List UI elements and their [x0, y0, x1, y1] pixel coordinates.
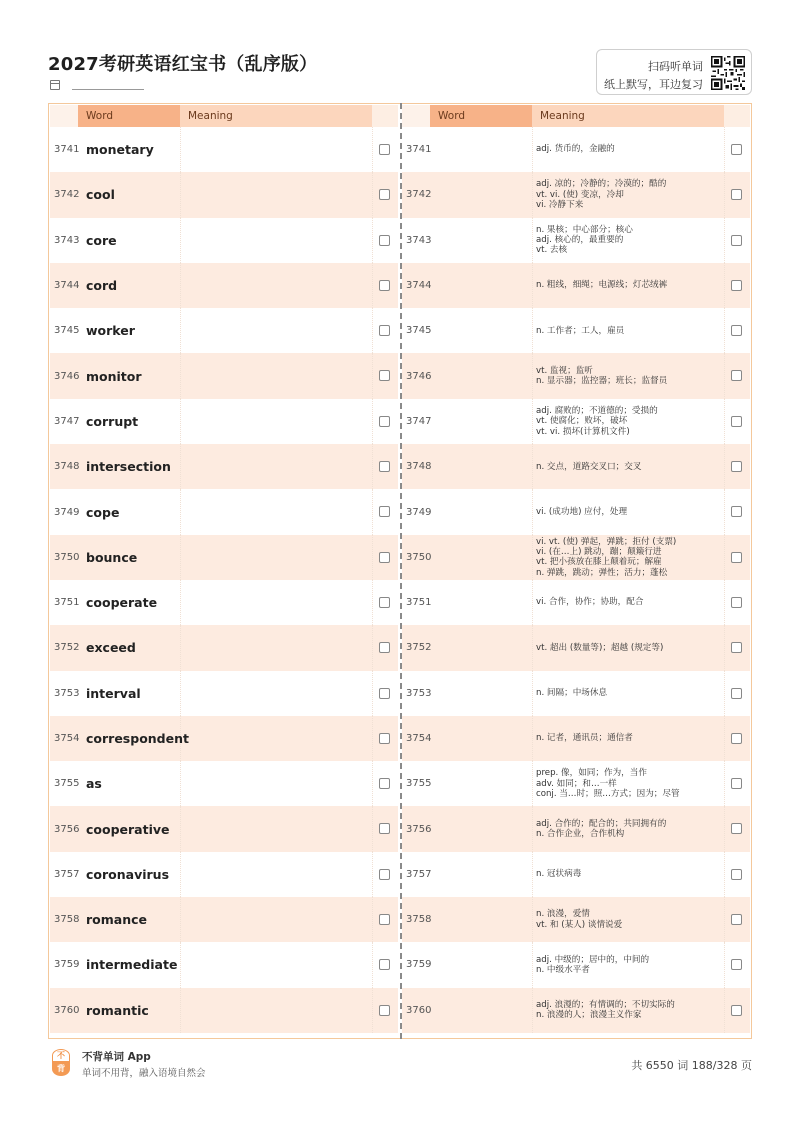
word-number: 3741 [406, 144, 432, 156]
table-row [402, 988, 750, 1033]
cell-separator [532, 218, 533, 263]
table-row [402, 761, 750, 806]
table-row [402, 580, 750, 625]
cell-separator [724, 263, 725, 308]
vocab-meaning: vi. (成功地) 应付，处理 [536, 506, 628, 517]
qr-code-icon[interactable] [711, 56, 745, 90]
cell-separator [372, 580, 373, 625]
word-number: 3753 [54, 687, 80, 699]
cell-separator [724, 897, 725, 942]
vocab-word: cooperative [86, 821, 170, 837]
vocab-meaning: adj. 合作的；配合的；共同拥有的 n. 合作企业，合作机构 [536, 818, 667, 840]
table-row [402, 625, 750, 670]
vocab-word: intersection [86, 459, 171, 475]
cell-separator [532, 852, 533, 897]
cell-separator [532, 308, 533, 353]
memorized-checkbox[interactable] [379, 1005, 390, 1016]
word-column-header: Word [430, 105, 532, 127]
vocab-word: exceed [86, 640, 136, 656]
vocab-meaning: n. 记者，通讯员；通信者 [536, 733, 633, 744]
vocab-word: intermediate [86, 957, 178, 973]
cell-separator [724, 852, 725, 897]
cell-separator [724, 444, 725, 489]
table-row [402, 308, 750, 353]
cell-separator [724, 625, 725, 670]
cell-separator [180, 535, 181, 580]
table-row [402, 535, 750, 580]
memorized-checkbox[interactable] [379, 144, 390, 155]
cell-separator [532, 761, 533, 806]
num-header-cell [402, 105, 430, 127]
cell-separator [532, 625, 533, 670]
check-header-cell [724, 105, 750, 127]
word-number: 3744 [406, 280, 432, 292]
table-row [50, 852, 398, 897]
word-number: 3744 [54, 280, 80, 292]
table-header [402, 105, 750, 127]
table-row [50, 444, 398, 489]
vocab-meaning: n. 浪漫，爱情 vt. 和 (某人) 谈情说爱 [536, 909, 623, 930]
vocab-word: core [86, 232, 117, 248]
word-number: 3756 [54, 823, 80, 835]
cell-separator [532, 172, 533, 217]
cell-separator [724, 172, 725, 217]
vocab-word: as [86, 776, 102, 792]
vocab-meaning: vt. 监视；监听 n. 显示器；监控器；班长；监督员 [536, 365, 668, 387]
word-number: 3754 [54, 733, 80, 744]
vocab-meaning: vi. vt. (使) 弹起，弹跳；拒付 (支票) vi. (在…上) 跳动，蹦；颠簸行进 vt. 把小孩放在膝上颠着玩；解雇 n. 弹跳，跳动；弹性；活力；蓬松 [536, 536, 677, 578]
word-number: 3756 [406, 823, 432, 835]
cell-separator [372, 535, 373, 580]
memorized-checkbox[interactable] [731, 597, 742, 608]
word-number: 3746 [54, 370, 80, 382]
memorized-checkbox[interactable] [379, 461, 390, 472]
cell-separator [180, 218, 181, 263]
table-row [402, 127, 750, 172]
cell-separator [724, 716, 725, 761]
memorized-checkbox[interactable] [731, 959, 742, 970]
table-row [50, 353, 398, 398]
cell-separator [724, 671, 725, 716]
cell-separator [724, 806, 725, 851]
cell-separator [724, 761, 725, 806]
word-number: 3743 [54, 234, 80, 246]
date-blank-line [72, 80, 144, 90]
memorized-checkbox[interactable] [379, 235, 390, 246]
word-number: 3751 [406, 597, 432, 609]
table-row [402, 263, 750, 308]
word-number: 3742 [54, 189, 80, 201]
table-row [402, 399, 750, 444]
memorized-checkbox[interactable] [731, 144, 742, 155]
word-number: 3743 [406, 234, 432, 246]
vocab-meaning: n. 间隔；中场休息 [536, 688, 608, 698]
logo-top-glyph: 不 [52, 1049, 70, 1062]
cell-separator [180, 988, 181, 1033]
vocab-meaning: adj. 浪漫的；有情调的；不切实际的 n. 浪漫的人；浪漫主义作家 [536, 999, 675, 1021]
vocab-meaning: n. 果核；中心部分；核心 adj. 核心的，最重要的 vt. 去核 [536, 224, 633, 256]
vocab-meaning: n. 交点，道路交叉口；交叉 [536, 461, 642, 472]
word-number: 3748 [54, 461, 80, 473]
cell-separator [372, 671, 373, 716]
word-number: 3750 [406, 551, 432, 563]
cell-separator [532, 897, 533, 942]
meaning-column-header: Meaning [180, 105, 372, 127]
cell-separator [372, 489, 373, 534]
table-row [50, 308, 398, 353]
app-logo [52, 1049, 72, 1077]
vocab-meaning: adj. 货币的，金融的 [536, 144, 615, 155]
word-number: 3755 [406, 778, 432, 790]
table-row [402, 806, 750, 851]
table-row [50, 218, 398, 263]
cell-separator [724, 308, 725, 353]
table-row [50, 942, 398, 987]
cell-separator [180, 671, 181, 716]
word-number: 3760 [406, 1004, 432, 1016]
word-number: 3752 [54, 642, 80, 654]
word-number: 3748 [406, 461, 432, 473]
vocab-meaning: adj. 腐败的；不道德的；受损的 vt. 使腐化；败坏，破坏 vt. vi. 损坏(计算机文件) [536, 405, 658, 437]
num-header-cell [50, 105, 78, 127]
qr-promo-box[interactable] [596, 49, 752, 95]
word-number: 3753 [406, 687, 432, 699]
vocab-meaning: adj. 凉的；冷静的；冷漠的；酷的 vt. vi. (使) 变凉，冷却 vi. 冷静下来 [536, 179, 667, 211]
word-column-header: Word [78, 105, 180, 127]
cell-separator [180, 399, 181, 444]
word-number: 3745 [54, 325, 80, 337]
word-rows [50, 127, 398, 1033]
cell-separator [532, 127, 533, 172]
memorized-checkbox[interactable] [379, 914, 390, 925]
vocab-meaning: prep. 像，如同；作为，当作 adv. 如同；和…一样 conj. 当…时；照…方式；因为；尽管 [536, 768, 680, 799]
word-number: 3745 [406, 325, 432, 337]
table-header [50, 105, 398, 127]
memorized-checkbox[interactable] [731, 416, 742, 427]
memorized-checkbox[interactable] [731, 189, 742, 200]
vocab-meaning: vi. 合作，协作；协助，配合 [536, 597, 644, 608]
meaning-rows [402, 127, 750, 1033]
table-row [402, 218, 750, 263]
cell-separator [372, 761, 373, 806]
cell-separator [180, 489, 181, 534]
vocab-word: worker [86, 323, 135, 339]
table-row [50, 988, 398, 1033]
word-number: 3750 [54, 551, 80, 563]
calendar-icon [50, 80, 60, 90]
word-number: 3755 [54, 778, 80, 790]
cell-separator [532, 671, 533, 716]
memorized-checkbox[interactable] [379, 869, 390, 880]
vocab-meaning: adj. 中级的；居中的，中间的 n. 中级水平者 [536, 954, 650, 975]
vocab-meaning: n. 冠状病毒 [536, 869, 582, 880]
word-number: 3759 [54, 959, 80, 971]
vocab-meaning: n. 工作者；工人，雇员 [536, 325, 625, 336]
word-number: 3757 [406, 868, 432, 880]
cell-separator [532, 806, 533, 851]
cell-separator [180, 172, 181, 217]
memorized-checkbox[interactable] [731, 506, 742, 517]
word-number: 3760 [54, 1004, 80, 1016]
cell-separator [532, 942, 533, 987]
vocab-word: correspondent [86, 731, 189, 746]
cell-separator [532, 489, 533, 534]
cell-separator [372, 399, 373, 444]
memorized-checkbox[interactable] [731, 778, 742, 789]
qr-promo-line1: 扫码听单词 [648, 60, 703, 73]
table-row [50, 625, 398, 670]
table-row [50, 535, 398, 580]
table-row [50, 806, 398, 851]
word-number: 3741 [54, 144, 80, 156]
table-row [402, 671, 750, 716]
qr-promo-line2: 纸上默写，耳边复习 [604, 78, 703, 91]
vocab-word: monetary [86, 142, 154, 158]
cell-separator [532, 353, 533, 398]
memorized-checkbox[interactable] [731, 642, 742, 653]
vocab-meaning: vt. 超出 (数量等)；超越 (规定等) [536, 642, 664, 653]
vocab-word: corrupt [86, 413, 139, 429]
cell-separator [724, 218, 725, 263]
word-number: 3742 [406, 189, 432, 201]
cell-separator [532, 580, 533, 625]
table-row [402, 852, 750, 897]
app-slogan: 单词不用背，融入语境自然会 [82, 1068, 206, 1079]
logo-bottom-glyph: 背 [52, 1062, 70, 1076]
cell-separator [724, 942, 725, 987]
cell-separator [724, 535, 725, 580]
vocab-meaning: n. 粗线，细绳；电源线；灯芯绒裤 [536, 280, 668, 291]
cell-separator [372, 218, 373, 263]
cell-separator [372, 625, 373, 670]
cell-separator [372, 716, 373, 761]
table-row [402, 942, 750, 987]
cell-separator [724, 127, 725, 172]
word-number: 3749 [54, 506, 80, 518]
cell-separator [372, 806, 373, 851]
vocab-word: bounce [86, 549, 138, 565]
table-row [50, 127, 398, 172]
cell-separator [724, 489, 725, 534]
vocab-word: romance [86, 912, 147, 928]
memorized-checkbox[interactable] [731, 280, 742, 291]
table-row [402, 353, 750, 398]
cell-separator [372, 988, 373, 1033]
cell-separator [180, 761, 181, 806]
word-number: 3747 [406, 415, 432, 427]
cell-separator [724, 580, 725, 625]
word-number: 3754 [406, 733, 432, 744]
cell-separator [532, 988, 533, 1033]
table-row [50, 263, 398, 308]
app-name: 不背单词 App [82, 1051, 151, 1063]
memorized-checkbox[interactable] [379, 733, 390, 744]
word-number: 3752 [406, 642, 432, 654]
memorized-checkbox[interactable] [731, 370, 742, 381]
memorized-checkbox[interactable] [379, 552, 390, 563]
memorized-checkbox[interactable] [379, 416, 390, 427]
memorized-checkbox[interactable] [379, 642, 390, 653]
table-row [50, 716, 398, 761]
cell-separator [724, 988, 725, 1033]
cell-separator [372, 852, 373, 897]
memorized-checkbox[interactable] [731, 688, 742, 699]
memorized-checkbox[interactable] [731, 1005, 742, 1016]
cell-separator [532, 716, 533, 761]
cell-separator [180, 127, 181, 172]
memorized-checkbox[interactable] [379, 280, 390, 291]
meaning-column-header: Meaning [532, 105, 724, 127]
word-number: 3759 [406, 959, 432, 971]
table-row [50, 897, 398, 942]
table-row [50, 172, 398, 217]
page-counter: 共 6550 词 188/328 页 [631, 1059, 752, 1072]
table-row [50, 489, 398, 534]
cell-separator [180, 806, 181, 851]
memorized-checkbox[interactable] [379, 370, 390, 381]
cell-separator [372, 263, 373, 308]
memorized-checkbox[interactable] [731, 552, 742, 563]
word-column-half [50, 105, 398, 1033]
memorized-checkbox[interactable] [379, 959, 390, 970]
cell-separator [724, 353, 725, 398]
cell-separator [724, 399, 725, 444]
memorized-checkbox[interactable] [731, 235, 742, 246]
vocab-word: romantic [86, 1002, 149, 1018]
word-number: 3749 [406, 506, 432, 518]
word-number: 3751 [54, 597, 80, 609]
cell-separator [372, 897, 373, 942]
table-row [50, 580, 398, 625]
cell-separator [532, 263, 533, 308]
cell-separator [372, 308, 373, 353]
table-row [402, 444, 750, 489]
memorized-checkbox[interactable] [379, 506, 390, 517]
word-number: 3758 [406, 914, 432, 926]
vocab-word: cool [86, 187, 115, 203]
table-row [402, 489, 750, 534]
check-header-cell [372, 105, 398, 127]
vocab-word: cope [86, 504, 120, 520]
cell-separator [372, 942, 373, 987]
vocab-word: cord [86, 278, 118, 294]
word-number: 3746 [406, 370, 432, 382]
memorized-checkbox[interactable] [731, 823, 742, 834]
vocab-word: coronavirus [86, 866, 170, 882]
memorized-checkbox[interactable] [379, 597, 390, 608]
word-number: 3758 [54, 914, 80, 926]
cell-separator [180, 263, 181, 308]
cell-separator [532, 444, 533, 489]
date-field [50, 80, 144, 90]
cell-separator [372, 127, 373, 172]
cell-separator [372, 172, 373, 217]
memorized-checkbox[interactable] [379, 325, 390, 336]
vocab-word: interval [86, 685, 141, 701]
cell-separator [180, 852, 181, 897]
cell-separator [180, 444, 181, 489]
table-row [50, 399, 398, 444]
memorized-checkbox[interactable] [731, 869, 742, 880]
cell-separator [180, 308, 181, 353]
memorized-checkbox[interactable] [379, 778, 390, 789]
vocab-word: cooperate [86, 595, 158, 611]
memorized-checkbox[interactable] [731, 461, 742, 472]
table-row [402, 716, 750, 761]
cell-separator [180, 580, 181, 625]
cell-separator [532, 399, 533, 444]
table-row [402, 897, 750, 942]
table-row [402, 172, 750, 217]
vocab-word: monitor [86, 368, 142, 384]
memorized-checkbox[interactable] [731, 733, 742, 744]
memorized-checkbox[interactable] [379, 688, 390, 699]
memorized-checkbox[interactable] [379, 189, 390, 200]
memorized-checkbox[interactable] [379, 823, 390, 834]
cell-separator [180, 353, 181, 398]
memorized-checkbox[interactable] [731, 325, 742, 336]
page-title: 2027考研英语红宝书（乱序版） [48, 54, 318, 75]
cell-separator [372, 353, 373, 398]
cell-separator [180, 625, 181, 670]
memorized-checkbox[interactable] [731, 914, 742, 925]
word-number: 3747 [54, 415, 80, 427]
meaning-column-half [402, 105, 750, 1033]
cell-separator [372, 444, 373, 489]
cell-separator [532, 535, 533, 580]
table-row [50, 671, 398, 716]
cell-separator [180, 897, 181, 942]
table-row [50, 761, 398, 806]
cell-separator [180, 942, 181, 987]
word-number: 3757 [54, 868, 80, 880]
